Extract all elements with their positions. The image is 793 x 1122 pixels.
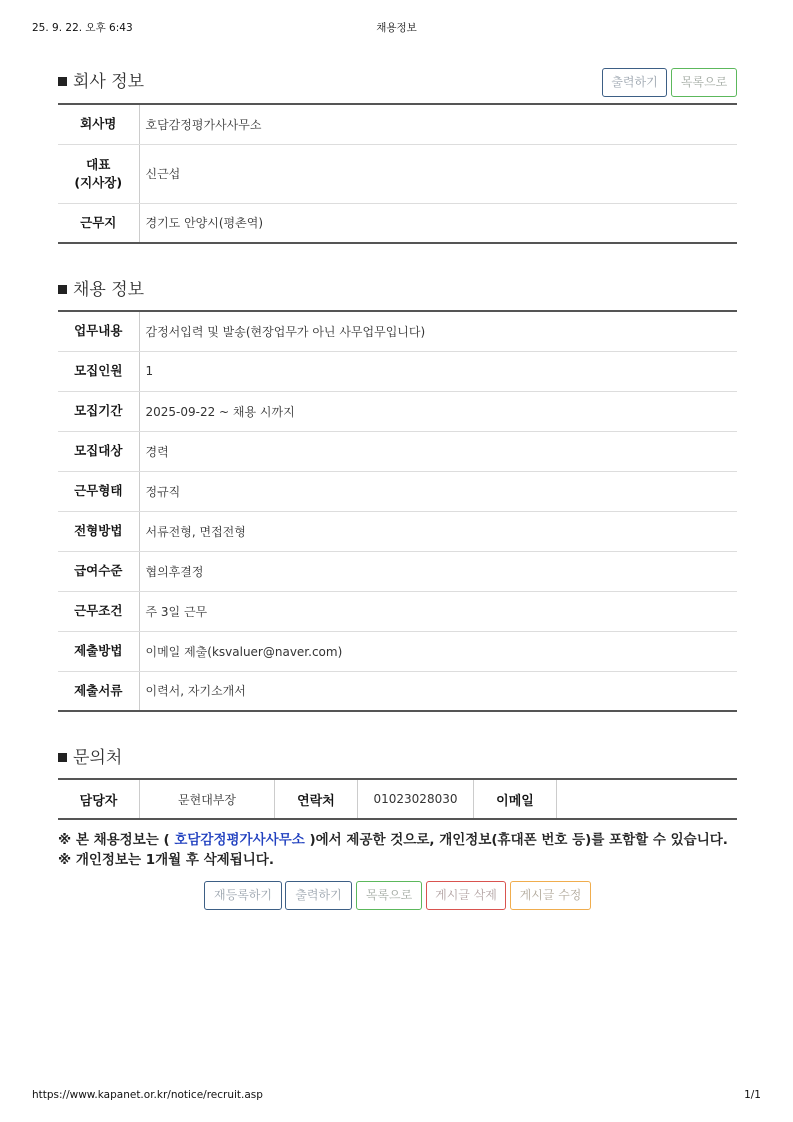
row-value: 1 xyxy=(139,351,737,391)
row-value: 정규직 xyxy=(139,471,737,511)
row-value: 이메일 제출(ksvaluer@naver.com) xyxy=(139,631,737,671)
row-label: 회사명 xyxy=(58,104,139,144)
row-label: 전형방법 xyxy=(58,511,139,551)
contact-section-title: 문의처 xyxy=(58,743,122,768)
table-row xyxy=(58,671,737,711)
print-header xyxy=(32,20,761,36)
row-label: 모집기간 xyxy=(58,391,139,431)
company-info-table xyxy=(58,103,737,244)
row-value: 경기도 안양시(평촌역) xyxy=(145,216,264,231)
table-row xyxy=(58,551,737,591)
row-label: 제출서류 xyxy=(58,671,139,711)
table-row xyxy=(58,203,737,243)
row-value: 협의후결정 xyxy=(139,551,737,591)
row-value: 이력서, 자기소개서 xyxy=(145,684,246,699)
company-section-title: 회사 정보 xyxy=(58,67,144,92)
table-row xyxy=(58,431,737,471)
table-row xyxy=(58,104,737,144)
row-value: 신근섭 xyxy=(139,144,737,203)
row-label: 급여수준 xyxy=(58,551,139,591)
table-row xyxy=(58,511,737,551)
table-row xyxy=(58,591,737,631)
phone-label: 연락처 xyxy=(275,779,358,819)
print-button-bottom[interactable]: 출력하기 xyxy=(285,881,352,910)
notice-company-name: 호담감정평가사사무소 xyxy=(174,832,305,848)
row-value: 서류전형, 면접전형 xyxy=(139,511,737,551)
row-label: 모집대상 xyxy=(58,431,139,471)
row-label: 업무내용 xyxy=(58,311,139,351)
reregister-button[interactable]: 재등록하기 xyxy=(204,881,282,910)
notice-line-1: ※ 본 채용정보는 ( 호담감정평가사사무소 )에서 제공한 것으로, 개인정보(휴대폰 번호 등)를 포함할 수 있습니다. xyxy=(58,832,728,848)
notice-line-2: ※ 개인정보는 1개월 후 삭제됩니다. xyxy=(58,852,274,868)
print-footer xyxy=(32,1089,761,1105)
row-value: 감정서입력 및 발송(현장업무가 아닌 사무업무입니다) xyxy=(139,311,737,351)
square-bullet-icon xyxy=(58,753,67,762)
table-row xyxy=(58,311,737,351)
table-row xyxy=(58,351,737,391)
email-label: 이메일 xyxy=(474,779,557,819)
list-button[interactable]: 목록으로 xyxy=(671,68,737,97)
page-number: 1/1 xyxy=(744,1089,761,1101)
print-button[interactable]: 출력하기 xyxy=(602,68,667,97)
print-date: 25. 9. 22. 오후 6:43 xyxy=(32,22,133,34)
table-row xyxy=(58,144,737,203)
square-bullet-icon xyxy=(58,77,67,86)
email-value xyxy=(557,779,738,819)
manager-value: 문현대부장 xyxy=(140,779,275,819)
table-row xyxy=(58,779,737,819)
square-bullet-icon xyxy=(58,285,67,294)
edit-post-button[interactable]: 게시글 수정 xyxy=(510,881,591,910)
phone-value: 01023028030 xyxy=(358,779,474,819)
page-url: https://www.kapanet.or.kr/notice/recruit.asp xyxy=(32,1089,263,1101)
print-title: 채용정보 xyxy=(376,22,417,34)
row-label: 근무지 xyxy=(58,203,139,243)
recruit-section-title: 채용 정보 xyxy=(58,275,144,300)
table-row xyxy=(58,391,737,431)
privacy-notice xyxy=(58,830,728,870)
row-value: 2025-09-22 ~ 채용 시까지 xyxy=(139,391,737,431)
table-row xyxy=(58,471,737,511)
table-row xyxy=(58,631,737,671)
row-value: 주 3일 근무 xyxy=(139,591,737,631)
row-label: 근무형태 xyxy=(58,471,139,511)
recruit-info-table xyxy=(58,310,737,712)
row-label: 제출방법 xyxy=(58,631,139,671)
row-value: 경력 xyxy=(139,431,737,471)
row-label: 대표 (지사장) xyxy=(58,144,139,203)
row-label: 모집인원 xyxy=(58,351,139,391)
manager-label: 담당자 xyxy=(58,779,140,819)
row-value: 호담감정평가사사무소 xyxy=(139,104,737,144)
delete-post-button[interactable]: 게시글 삭제 xyxy=(426,881,506,910)
contact-table xyxy=(58,778,737,820)
row-label: 근무조건 xyxy=(58,591,139,631)
list-button-bottom[interactable]: 목록으로 xyxy=(356,881,422,910)
